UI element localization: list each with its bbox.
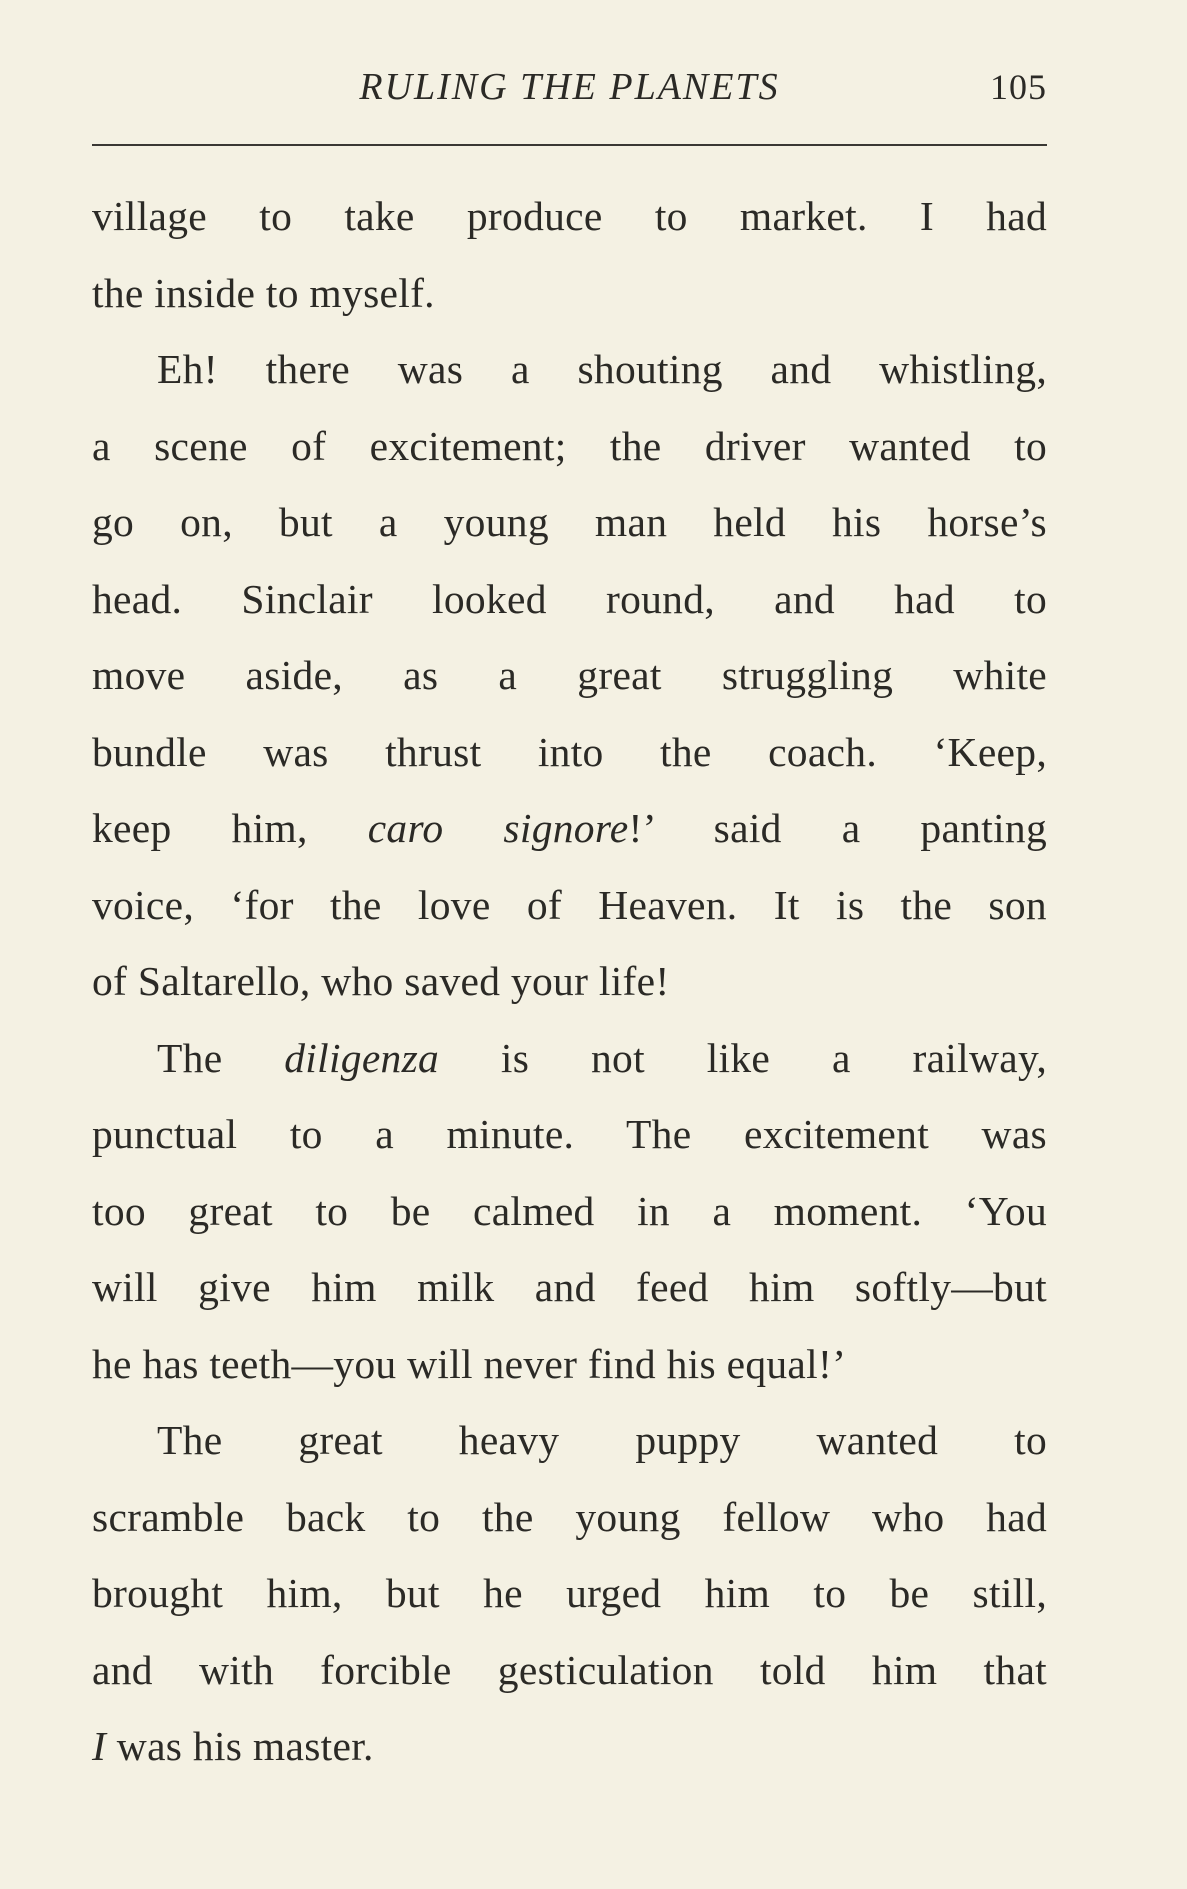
text-line: punctual to a minute. The excitement was xyxy=(92,1111,1047,1157)
text-line: Eh! there was a shouting and whistling, xyxy=(157,346,1047,392)
text-line: the inside to myself. xyxy=(92,269,435,316)
text-line: The great heavy puppy wanted to xyxy=(157,1417,1047,1463)
text-line xyxy=(92,1020,1047,1097)
text-segment: keep him, xyxy=(92,805,368,851)
body-text xyxy=(92,178,1047,1785)
text-line: village to take produce to market. I had xyxy=(92,193,1047,239)
text-line: he has teeth—you will never find his equal!’ xyxy=(92,1340,847,1387)
text-line xyxy=(92,790,1047,867)
text-line: head. Sinclair looked round, and had to xyxy=(92,575,1047,622)
text-line: brought him, but he urged him to be still, xyxy=(92,1570,1047,1616)
italic-phrase: caro signore xyxy=(367,805,629,851)
page-number: 105 xyxy=(990,67,1047,107)
text-line: a scene of excitement; the driver wanted to xyxy=(92,422,1047,469)
text-line: will give him milk and feed him softly—but xyxy=(92,1264,1047,1310)
text-line: voice, ‘for the love of Heaven. It is the son xyxy=(92,881,1047,928)
text-segment: The xyxy=(157,1034,285,1081)
text-segment: was his master. xyxy=(106,1723,374,1769)
text-segment: !’ said a panting xyxy=(628,805,1047,851)
italic-phrase: I xyxy=(92,1723,107,1769)
text-line: of Saltarello, who saved your life! xyxy=(92,958,670,1004)
text-line: too great to be calmed in a moment. ‘You xyxy=(92,1187,1047,1234)
text-line: bundle was thrust into the coach. ‘Keep, xyxy=(92,728,1047,775)
text-line: go on, but a young man held his horse’s xyxy=(92,499,1047,545)
text-line: move aside, as a great struggling white xyxy=(92,652,1047,698)
header-rule xyxy=(92,144,1047,146)
text-line xyxy=(92,1708,1047,1785)
running-title: RULING THE PLANETS xyxy=(359,66,780,108)
text-segment: is not like a railway, xyxy=(439,1034,1047,1081)
running-head xyxy=(92,62,1047,112)
text-line: and with forcible gesticulation told him that xyxy=(92,1646,1047,1693)
italic-phrase: diligenza xyxy=(284,1034,440,1081)
text-line: scramble back to the young fellow who had xyxy=(92,1493,1047,1540)
